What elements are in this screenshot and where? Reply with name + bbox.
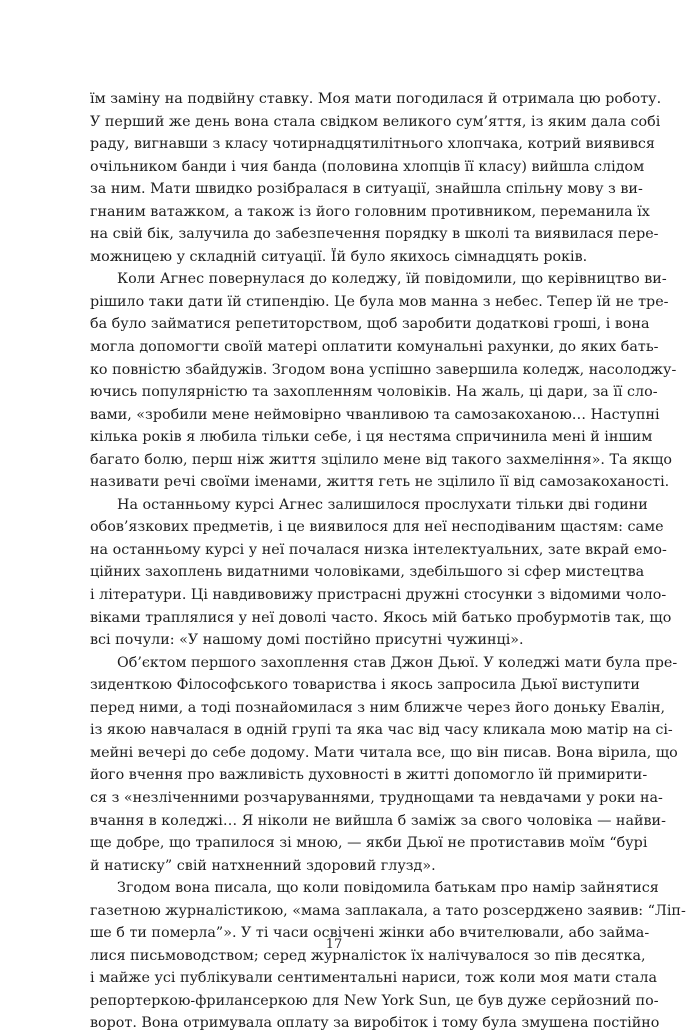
text-line: за ним. Мати швидко розібралася в ситуації, знайшла спільну мову з ви- bbox=[90, 181, 643, 198]
text-line: репортеркою-фрилансеркою для New York Sun, це був дуже серйозний по- bbox=[90, 992, 659, 1009]
text-line: мейні вечері до себе додому. Мати читала все, що він писав. Вона вірила, що bbox=[90, 744, 678, 761]
text-line: можницею у складній ситуації. Їй було якихось сімнадцять років. bbox=[90, 248, 588, 265]
text-line: багато болю, перш ніж життя зцілило мене від такого захмеління». Та якщо bbox=[90, 451, 672, 468]
text-line: очільником банди і чия банда (половина хлопців її класу) вийшла слідом bbox=[90, 158, 645, 175]
text-line: раду, вигнавши з класу чотирнадцятилітнього хлопчака, котрий виявився bbox=[90, 136, 655, 153]
text-line: ба було займатися репетиторством, щоб заробити додаткові гроші, і вона bbox=[90, 316, 650, 333]
text-line: всі почули: «У нашому домі постійно присутні чужинці». bbox=[90, 632, 524, 649]
text-line: віками траплялися у неї доволі часто. Якось мій батько пробурмотів так, що bbox=[90, 609, 672, 626]
text-line: обов’язкових предметів, і це виявилося для неї несподіваним щастям: саме bbox=[90, 519, 664, 536]
paragraph bbox=[90, 268, 677, 493]
text-line: й натиску” свій натхненний здоровий глузд». bbox=[90, 857, 436, 874]
text-line: лися письмоводством; серед журналісток їх налічувалося зо пів десятка, bbox=[90, 947, 646, 964]
text-line: ційних захоплень видатними чоловіками, здебільшого зі сфер мистецтва bbox=[90, 564, 645, 581]
text-line: із якою навчалася в одній групі та яка час від часу кликала мою матір на сі- bbox=[90, 722, 673, 739]
text-line: Згодом вона писала, що коли повідомила батькам про намір зайнятися bbox=[117, 880, 659, 897]
text-line: перед ними, а тоді познайомилася з ним ближче через його доньку Евалін, bbox=[90, 699, 666, 716]
text-line: могла допомогти своїй матері оплатити комунальні рахунки, до яких бать- bbox=[90, 339, 659, 356]
page-number: 17 bbox=[325, 937, 343, 952]
text-line: називати речі своїми іменами, життя геть не зцілило її від самозакоханості. bbox=[90, 474, 670, 491]
text-line: Об’єктом першого захоплення став Джон Дьюї. У коледжі мати була пре- bbox=[117, 654, 678, 671]
text-line: У перший же день вона стала свідком великого сум’яття, із яким дала собі bbox=[90, 113, 661, 130]
text-line: кілька років я любила тільки себе, і ця нестяма спричинила мені й іншим bbox=[90, 429, 653, 446]
text-line: і літератури. Ці навдивовижу пристрасні дружні стосунки з відомими чоло- bbox=[90, 587, 667, 604]
text-line: його вчення про важливість духовності в житті допомогло їй примирити- bbox=[90, 767, 648, 784]
text-line: на свій бік, залучила до забезпечення порядку в школі та виявилася пере- bbox=[90, 226, 659, 243]
text-line: зиденткою Філософського товариства і якось запросила Дьюї виступити bbox=[90, 677, 640, 694]
text-line: ся з «незліченними розчаруваннями, труднощами та невдачами у роки на- bbox=[90, 789, 663, 806]
text-line: ко повністю збайдужів. Згодом вона успішно завершила коледж, насолоджу- bbox=[90, 361, 677, 378]
text-line: рішило таки дати їй стипендію. Це була мов манна з небес. Тепер їй не тре- bbox=[90, 293, 669, 310]
paragraph bbox=[90, 877, 686, 1035]
text-line: На останньому курсі Агнес залишилося прослухати тільки дві години bbox=[117, 496, 648, 513]
text-line: ворот. Вона отримувала оплату за виробіток і тому була змушена постійно bbox=[90, 1015, 660, 1032]
paragraph bbox=[90, 652, 678, 877]
text-line: гнаним ватажком, а також із його головним противником, переманила їх bbox=[90, 203, 650, 220]
text-line: на останньому курсі у неї почалася низка інтелектуальних, зате вкрай емо- bbox=[90, 541, 667, 558]
text-line: вчання в коледжі… Я ніколи не вийшла б заміж за свого чоловіка — найви- bbox=[90, 812, 666, 829]
text-line: газетною журналістикою, «мама заплакала, а тато розсерджено заявив: “Ліп- bbox=[90, 902, 686, 919]
text-line: ше б ти померла”». У ті часи освічені жінки або вчителювали, або займа- bbox=[90, 925, 650, 942]
body-text bbox=[90, 88, 686, 1035]
text-line: ючись популярністю та захопленням чоловіків. На жаль, ці дари, за її сло- bbox=[90, 384, 658, 401]
paragraph bbox=[90, 88, 662, 268]
text-line: вами, «зробили мене неймовірно чванливою та самозакоханою… Наступні bbox=[90, 406, 660, 423]
text-line: ще добре, що трапилося зі мною, — якби Дьюї не протиставив моїм “бурі bbox=[90, 835, 648, 852]
paragraph bbox=[90, 494, 672, 652]
text-line: і майже усі публікували сентиментальні нариси, тож коли моя мати стала bbox=[90, 970, 657, 987]
text-line: Коли Агнес повернулася до коледжу, їй повідомили, що керівництво ви- bbox=[117, 271, 667, 288]
text-line: їм заміну на подвійну ставку. Моя мати погодилася й отримала цю роботу. bbox=[90, 91, 662, 107]
